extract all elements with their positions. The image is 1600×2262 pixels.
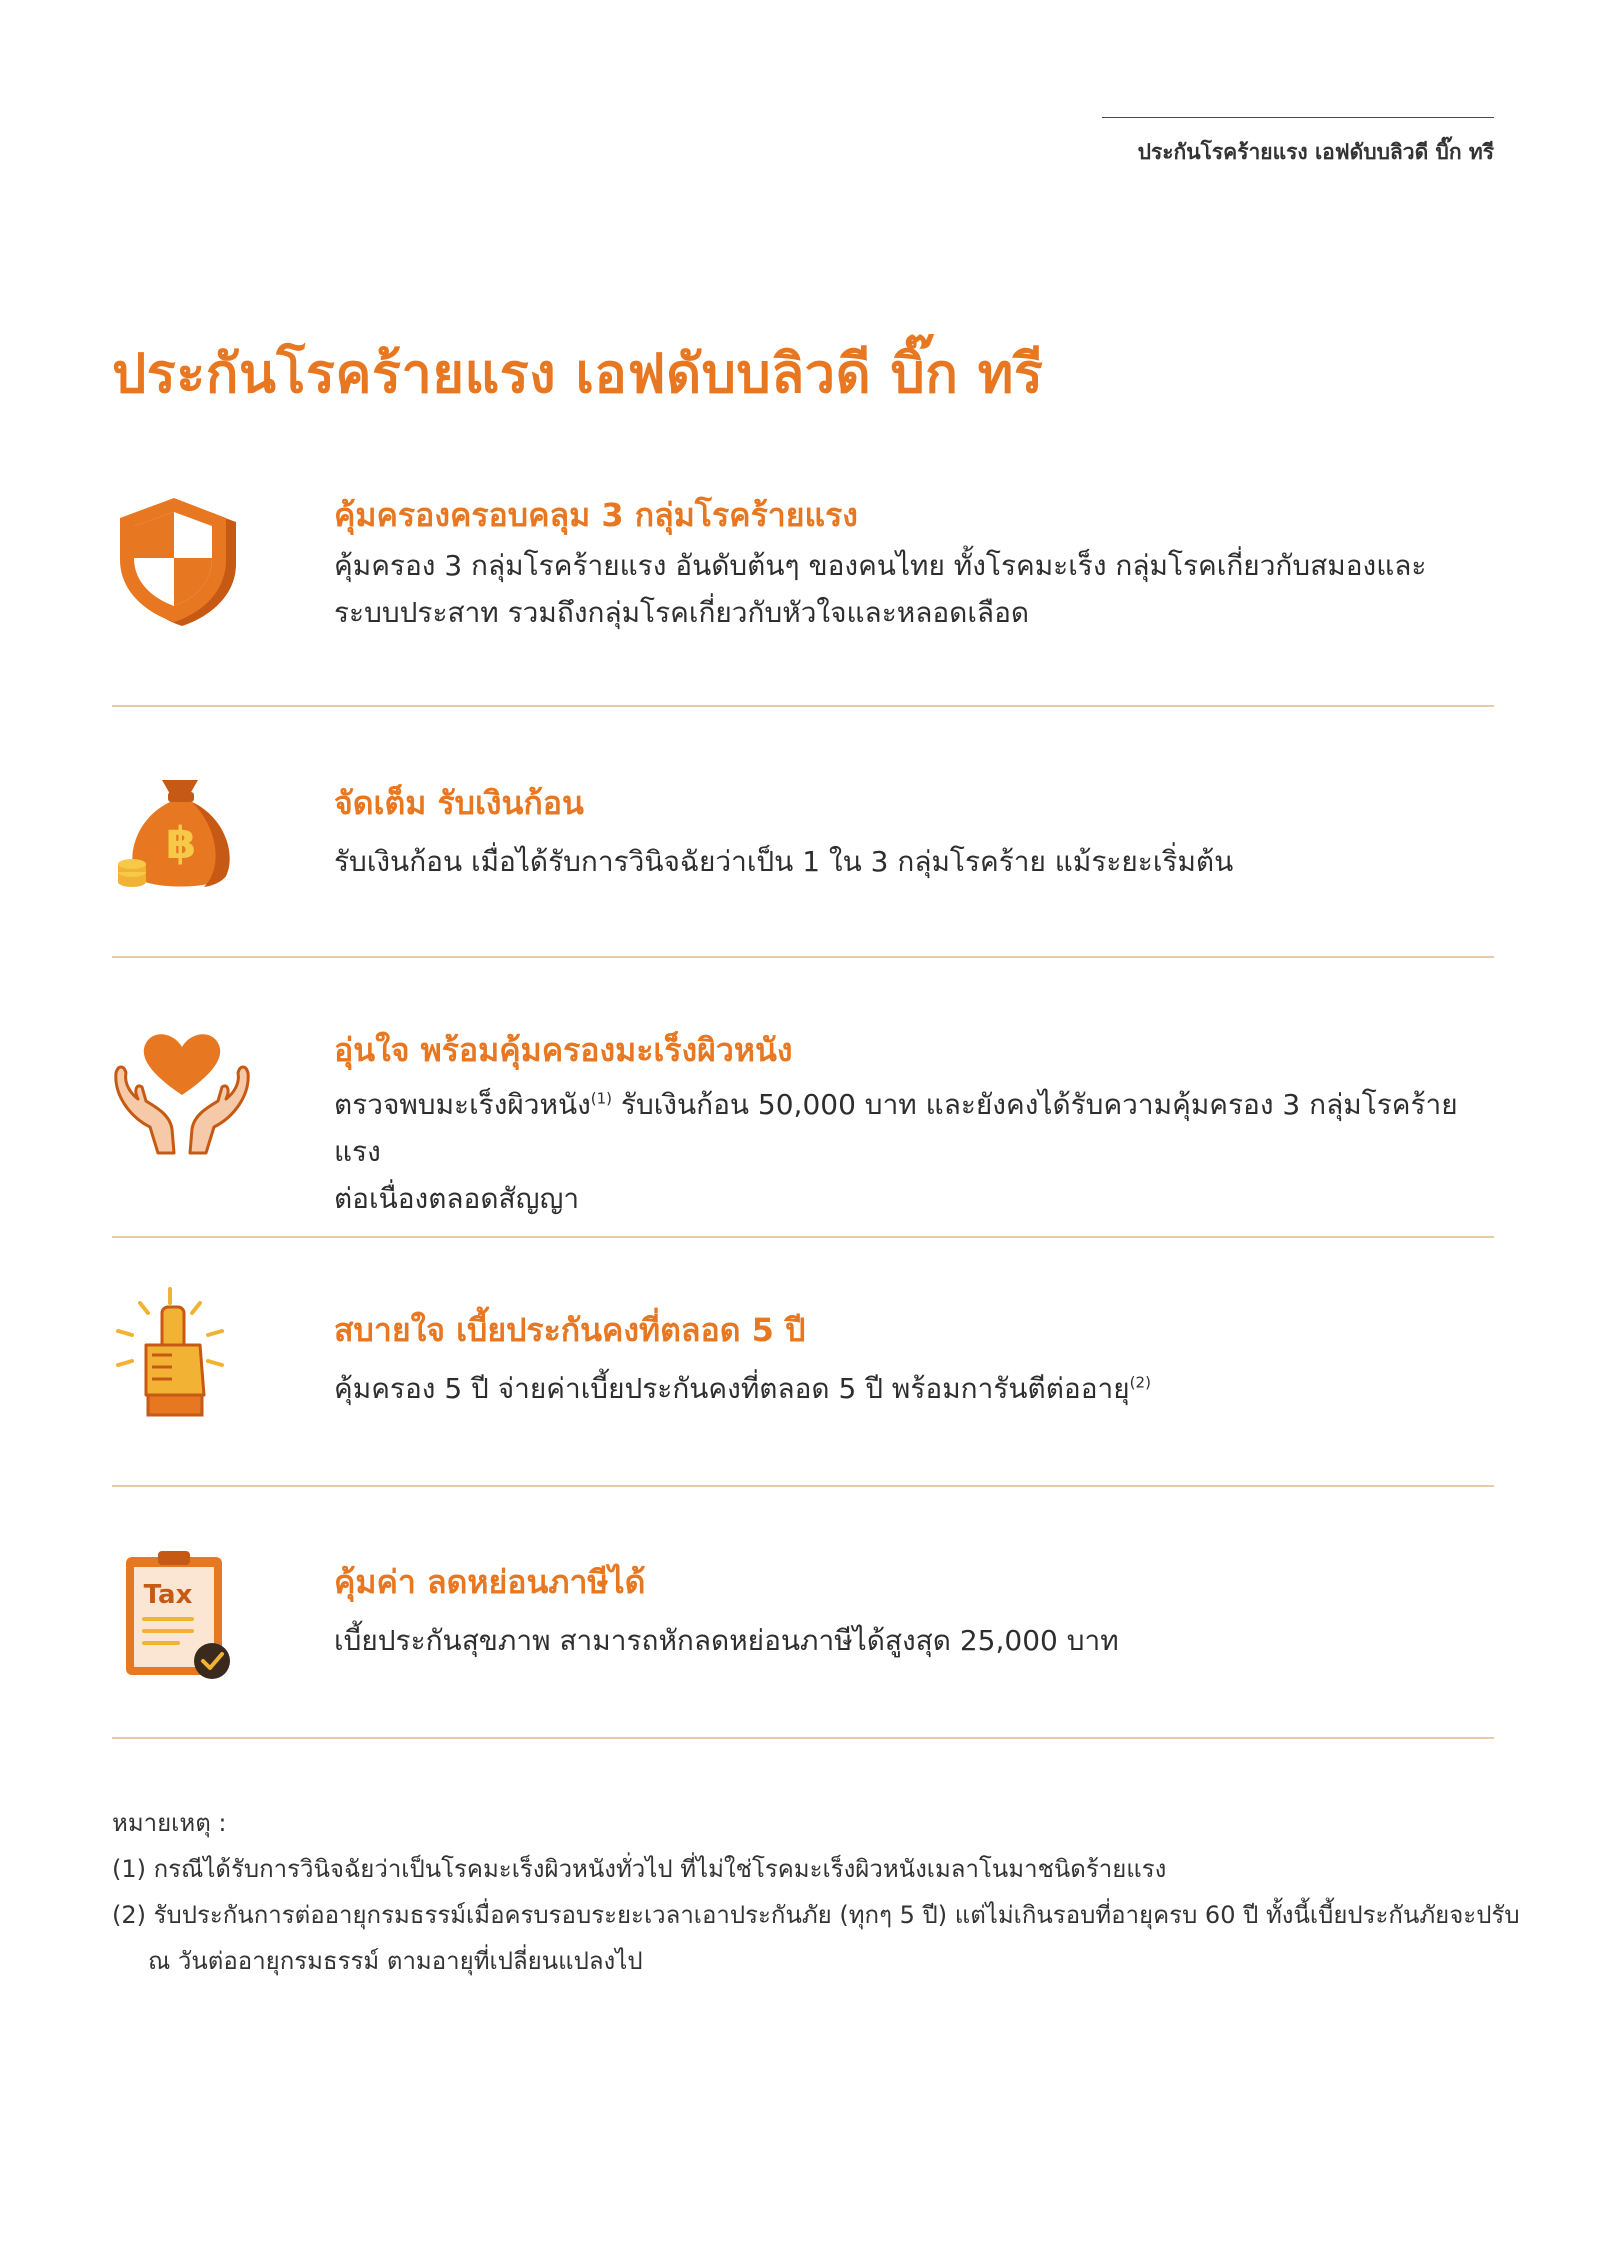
feature-description xyxy=(334,542,1494,636)
feature-title: สบายใจ เบี้ยประกันคงที่ตลอด 5 ปี xyxy=(334,1311,806,1349)
tax-label: Tax xyxy=(143,1580,193,1610)
description-line xyxy=(334,1365,1494,1412)
header-title: ประกันโรคร้ายแรง เอฟดับบลิวดี บิ๊ก ทรี xyxy=(1137,140,1494,164)
feature-lump-sum xyxy=(112,778,1494,908)
feature-title: อุ่นใจ พร้อมคุ้มครองมะเร็งผิวหนัง xyxy=(334,1031,793,1069)
header-rule xyxy=(1102,117,1494,118)
description-text: รับเงินก้อน 50,000 บาท และยังคงได้รับความคุ้มครอง 3 กลุ่มโรคร้ายแรง xyxy=(334,1088,1458,1168)
description-line: คุ้มครอง 3 กลุ่มโรคร้ายแรง อันดับต้นๆ ของคนไทย ทั้งโรคมะเร็ง กลุ่มโรคเกี่ยวกับสมองและ xyxy=(334,549,1427,582)
footnote-ref-1: (1) xyxy=(590,1089,613,1108)
feature-skin-cancer xyxy=(112,1025,1494,1215)
foam-finger-icon xyxy=(112,1285,252,1425)
tax-clipboard-icon xyxy=(112,1547,252,1687)
description-line: รับเงินก้อน เมื่อได้รับการวินิจฉัยว่าเป็น 1 ใน 3 กลุ่มโรคร้าย แม้ระยะเริ่มต้น xyxy=(334,845,1234,878)
description-line: ต่อเนื่องตลอดสัญญา xyxy=(334,1182,580,1215)
feature-title: คุ้มครองครอบคลุม 3 กลุ่มโรคร้ายแรง xyxy=(334,496,858,534)
feature-description xyxy=(334,1365,1494,1412)
footnotes xyxy=(112,1800,1520,1984)
feature-fixed-premium xyxy=(112,1305,1494,1445)
description-text: ตรวจพบมะเร็งผิวหนัง xyxy=(334,1088,591,1121)
divider xyxy=(112,705,1494,707)
footnote-item: (2) รับประกันการต่ออายุกรมธรรม์เมื่อครบรอบระยะเวลาเอาประกันภัย (ทุกๆ 5 ปี) แต่ไม่เกินรอบที่อายุครบ 60 ปี ทั้งนี้เบี้ยประกันภัยจะปรับ xyxy=(112,1901,1520,1929)
heart-hands-icon xyxy=(112,1025,252,1165)
money-bag-icon xyxy=(112,760,252,900)
feature-title: คุ้มค่า ลดหย่อนภาษีได้ xyxy=(334,1563,646,1601)
feature-description xyxy=(334,1081,1494,1222)
divider xyxy=(112,1485,1494,1487)
feature-title: จัดเต็ม รับเงินก้อน xyxy=(334,784,584,822)
divider xyxy=(112,1737,1494,1739)
footnote-item: (1) กรณีได้รับการวินิจฉัยว่าเป็นโรคมะเร็งผิวหนังทั่วไป ที่ไม่ใช่โรคมะเร็งผิวหนังเมลาโนมาชนิดร้ายแรง xyxy=(112,1855,1167,1883)
description-line: เบี้ยประกันสุขภาพ สามารถหักลดหย่อนภาษีได้สูงสุด 25,000 บาท xyxy=(334,1624,1119,1657)
feature-coverage xyxy=(112,490,1494,660)
page-title: ประกันโรคร้ายแรง เอฟดับบลิวดี บิ๊ก ทรี xyxy=(112,342,1044,405)
divider xyxy=(112,1236,1494,1238)
description-line xyxy=(334,1081,1494,1175)
baht-symbol: ฿ xyxy=(165,818,197,869)
footnote-item-continuation: ณ วันต่ออายุกรมธรรม์ ตามอายุที่เปลี่ยนแปลงไป xyxy=(148,1947,643,1975)
footnote-ref-2: (2) xyxy=(1129,1373,1151,1392)
feature-tax-deduction xyxy=(112,1557,1494,1697)
shield-icon xyxy=(112,494,252,634)
description-line: ระบบประสาท รวมถึงกลุ่มโรคเกี่ยวกับหัวใจและหลอดเลือด xyxy=(334,596,1030,629)
divider xyxy=(112,956,1494,958)
feature-description xyxy=(334,838,1494,885)
description-text: คุ้มครอง 5 ปี จ่ายค่าเบี้ยประกันคงที่ตลอด 5 ปี พร้อมการันตีต่ออายุ xyxy=(334,1372,1130,1405)
notes-heading: หมายเหตุ : xyxy=(112,1809,227,1837)
feature-description xyxy=(334,1617,1494,1664)
